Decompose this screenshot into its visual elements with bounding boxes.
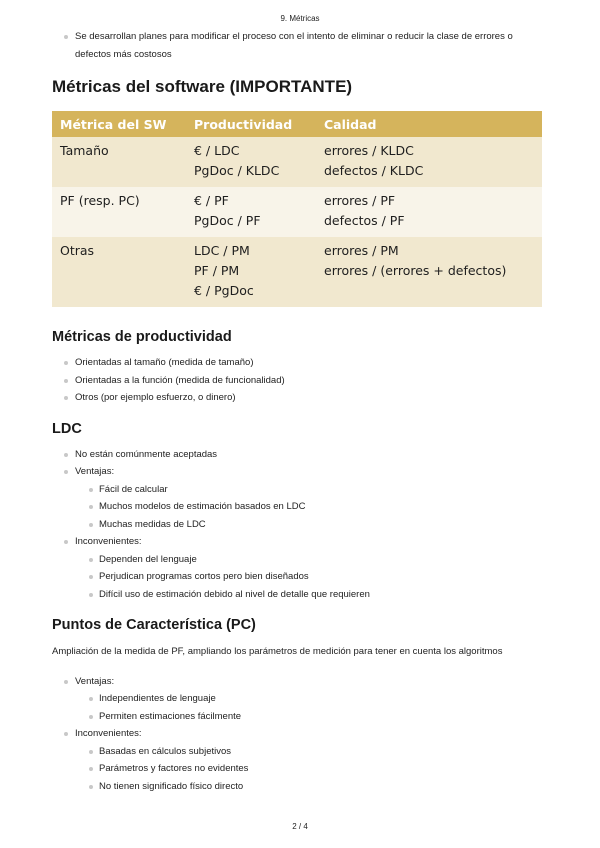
pc-list: [52, 673, 548, 796]
list-item: Dependen del lenguaje: [52, 551, 548, 569]
ldc-list: [52, 446, 548, 604]
column-header-productivity: Productividad: [186, 111, 316, 137]
intro-list: [52, 28, 548, 63]
pc-paragraph: Ampliación de la medida de PF, ampliando los parámetros de medición para tener en cuenta los algoritmos: [52, 646, 503, 657]
sublist-container: [52, 743, 548, 796]
table-row: [52, 237, 542, 307]
list-item: Perjudican programas cortos pero bien diseñados: [52, 568, 548, 586]
list-item: Otros (por ejemplo esfuerzo, o dinero): [52, 389, 548, 407]
list-item: No están comúnmente aceptadas: [52, 446, 548, 464]
list-item: [52, 533, 548, 551]
software-metrics-heading: Métricas del software (IMPORTANTE): [52, 77, 353, 96]
list-item: Muchas medidas de LDC: [52, 516, 548, 534]
list-item: Difícil uso de estimación debido al nivel de detalle que requieren: [52, 586, 548, 604]
inconvenientes-label: Inconvenientes:: [75, 728, 142, 739]
page-header: 9. Métricas: [280, 14, 320, 23]
column-header-quality: Calidad: [316, 111, 542, 137]
quality-cell: errores / KLDC defectos / KLDC: [316, 137, 542, 187]
list-item: Fácil de calcular: [52, 481, 548, 499]
ldc-heading: LDC: [52, 420, 82, 437]
column-header-metric: Métrica del SW: [52, 111, 186, 137]
list-item: Muchos modelos de estimación basados en LDC: [52, 498, 548, 516]
sublist-container: [52, 481, 548, 534]
page-content: [52, 28, 548, 795]
table-header-row: [52, 111, 542, 137]
productivity-cell: € / LDC PgDoc / KLDC: [186, 137, 316, 187]
pc-inconvenientes-list: [52, 743, 548, 796]
pc-heading: Puntos de Característica (PC): [52, 617, 256, 633]
list-item: [52, 725, 548, 743]
productivity-heading: Métricas de productividad: [52, 329, 232, 345]
software-metrics-table: [52, 111, 542, 307]
pc-ventajas-list: [52, 690, 548, 725]
list-item: Orientadas al tamaño (medida de tamaño): [52, 354, 548, 372]
productivity-cell: LDC / PM PF / PM € / PgDoc: [186, 237, 316, 307]
sublist-container: [52, 551, 548, 604]
quality-cell: errores / PF defectos / PF: [316, 187, 542, 237]
list-item: Basadas en cálculos subjetivos: [52, 743, 548, 761]
ventajas-label: Ventajas:: [75, 675, 115, 687]
inconvenientes-label: Inconvenientes:: [75, 536, 142, 547]
ldc-inconvenientes-list: [52, 551, 548, 604]
productivity-cell: € / PF PgDoc / PF: [186, 187, 316, 237]
metric-cell: Otras: [52, 237, 186, 307]
list-item: Se desarrollan planes para modificar el proceso con el intento de eliminar o reducir la clase de errores o defectos más costosos: [52, 28, 548, 63]
list-item: Orientadas a la función (medida de funcionalidad): [52, 372, 548, 390]
list-item: Parámetros y factores no evidentes: [52, 760, 548, 778]
sublist-container: [52, 690, 548, 725]
quality-cell: errores / PM errores / (errores + defectos): [316, 237, 542, 307]
list-item: Permiten estimaciones fácilmente: [52, 708, 548, 726]
table-row: [52, 137, 542, 187]
productivity-list: [52, 354, 548, 407]
list-item: Independientes de lenguaje: [52, 690, 548, 708]
list-item: [52, 463, 548, 481]
ldc-ventajas-list: [52, 481, 548, 534]
table-row: [52, 187, 542, 237]
ventajas-label: Ventajas:: [75, 466, 115, 477]
page-number: 2 / 4: [292, 822, 308, 831]
list-item: [52, 673, 548, 691]
metric-cell: Tamaño: [52, 137, 186, 187]
metric-cell: PF (resp. PC): [52, 187, 186, 237]
list-item: No tienen significado físico directo: [52, 778, 548, 796]
